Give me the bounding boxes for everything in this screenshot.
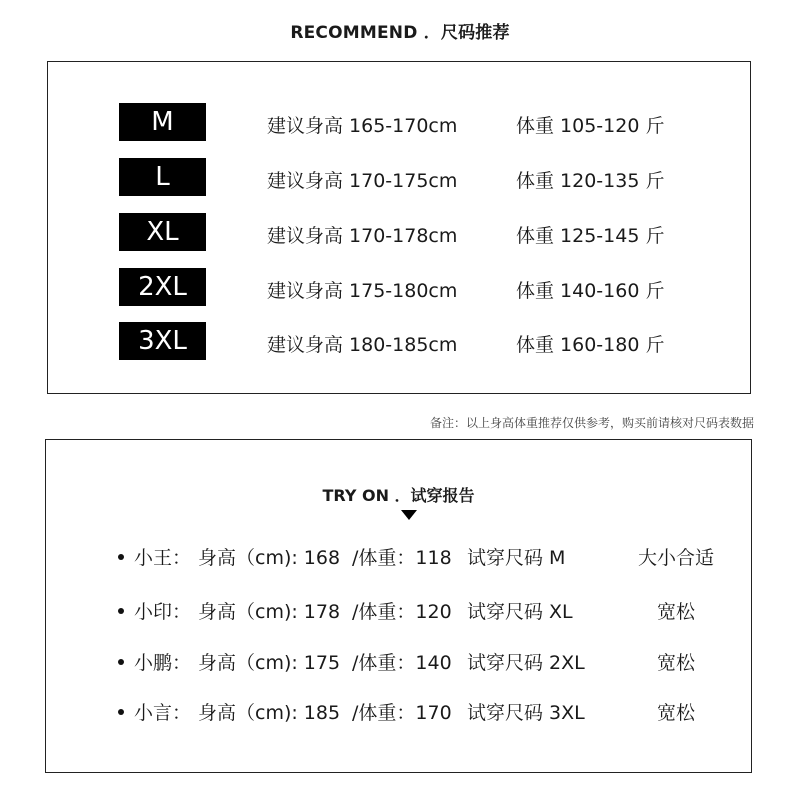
tryon-size: 试穿尺码 M [467,547,566,569]
size-row-2xl [48,268,752,308]
tryon-row [46,597,751,627]
tryon-name: 小王： [134,547,192,569]
tryon-fit: 宽松 [656,601,695,623]
size-note: 备注：以上身高体重推荐仅供参考，购买前请核对尺码表数据 [429,416,754,430]
tryon-row [46,698,751,728]
size-height: 建议身高 175-180cm [267,280,458,302]
tryon-row [46,648,751,678]
tryon-weight: /体重：118 [352,547,452,569]
tryon-size: 试穿尺码 3XL [467,702,585,724]
tryon-fit: 宽松 [656,652,695,674]
tryon-name: 小言： [134,702,192,724]
size-badge: L [119,158,206,196]
tryon-height: 身高（cm): 168 [198,547,341,569]
tryon-fit: 宽松 [656,702,695,724]
tryon-size: 试穿尺码 XL [467,601,573,623]
bullet-icon [118,659,124,665]
size-row-3xl [48,322,752,362]
tryon-fit: 大小合适 [637,547,714,569]
size-height: 建议身高 180-185cm [267,334,458,356]
size-height: 建议身高 165-170cm [267,115,458,137]
size-weight: 体重 105-120 斤 [516,115,665,137]
tryon-name: 小印： [134,601,192,623]
tryon-size: 试穿尺码 2XL [467,652,585,674]
size-weight: 体重 125-145 斤 [516,225,665,247]
down-triangle-icon [401,510,417,520]
bullet-icon [118,554,124,560]
bullet-icon [118,608,124,614]
size-height: 建议身高 170-175cm [267,170,458,192]
tryon-height: 身高（cm): 175 [198,652,341,674]
bullet-icon [118,709,124,715]
size-weight: 体重 160-180 斤 [516,334,665,356]
tryon-weight: /体重：170 [352,702,452,724]
tryon-height: 身高（cm): 185 [198,702,341,724]
size-row-m [48,103,752,143]
size-badge: XL [119,213,206,251]
size-weight: 体重 120-135 斤 [516,170,665,192]
size-row-xl [48,213,752,253]
size-height: 建议身高 170-178cm [267,225,458,247]
size-row-l [48,158,752,198]
size-recommend-panel [47,61,751,394]
size-badge: M [119,103,206,141]
size-badge: 2XL [119,268,206,306]
size-weight: 体重 140-160 斤 [516,280,665,302]
tryon-weight: /体重：140 [352,652,452,674]
tryon-weight: /体重：120 [352,601,452,623]
tryon-height: 身高（cm): 178 [198,601,341,623]
tryon-row [46,543,751,573]
recommend-title: RECOMMEND ．尺码推荐 [290,23,510,43]
tryon-title: TRY ON ．试穿报告 [322,486,475,505]
tryon-name: 小鹏： [134,652,192,674]
tryon-panel [45,439,752,773]
size-badge: 3XL [119,322,206,360]
